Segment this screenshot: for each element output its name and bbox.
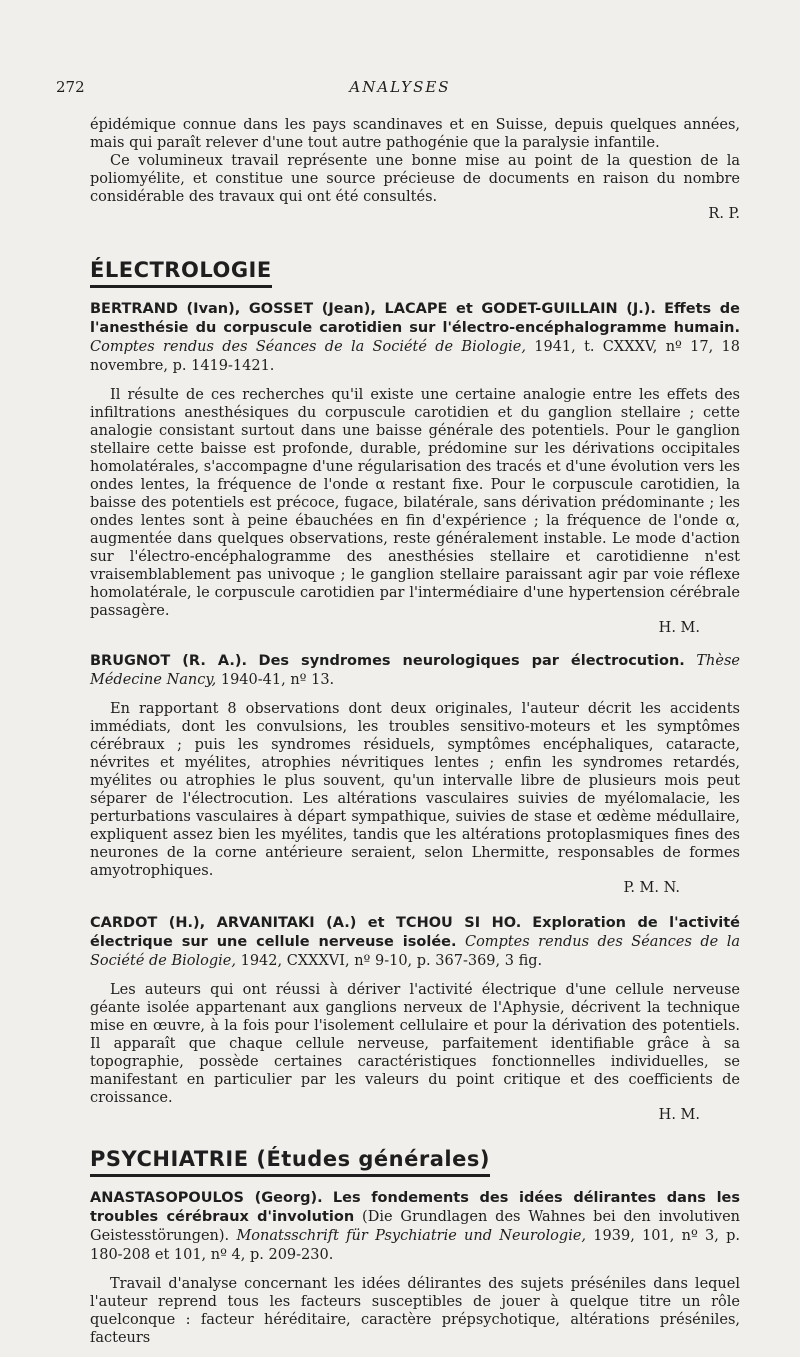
entry4-authors: ANASTASOPOULOS (Georg).: [90, 1190, 323, 1206]
entry1-authors: BERTRAND (Ivan), GOSSET (Jean), LACAPE et GODET-GUILLAIN (J.).: [90, 301, 656, 317]
top-paragraph-1: épidémique connue dans les pays scandinaves et en Suisse, depuis quelques années, mais qui paraît relever d'une tout autre pathogénie que la paralysie infantile.: [90, 117, 740, 151]
entry2-header: [90, 652, 740, 690]
entry2-ref: 1940-41, nº 13.: [220, 672, 335, 688]
entry3-header: [90, 914, 740, 971]
entry3-body: Les auteurs qui ont réussi à dériver l'activité électrique d'une cellule nerveuse géante isolée appartenant aux ganglions nerveux de l'Aphysie, décrivent la technique mise en œuvre, à la fois pour l'isolement cellulaire et pour la dérivation des potentiels. Il apparaît que chaque cellule nerveuse, parfaitement identifiable grâce à sa topographie, possède certaines caractéristiques fonctionnelles individuelles, se manifestant en particulier par les valeurs du point critique et des coefficients de croissance.: [90, 982, 740, 1106]
entry3-ref: 1942, CXXXVI, nº 9-10, p. 367-369, 3 fig.: [240, 953, 543, 969]
entry4-header: [90, 1189, 740, 1265]
running-title: ANALYSES: [349, 78, 451, 96]
entry1-header: [90, 300, 740, 376]
page-number: 272: [56, 78, 85, 96]
entry1-initials: H. M.: [658, 620, 700, 636]
entry4-subject: Les fondements des idées délirantes dans les troubles cérébraux d'involution: [90, 1190, 741, 1225]
running-head: [56, 78, 744, 100]
section-psychiatrie: [90, 1147, 490, 1177]
entry2-subject: Des syndromes neurologiques par électrocution.: [258, 653, 685, 669]
entry3-journal: Comptes rendus des Séances de la Société de Biologie,: [90, 934, 740, 969]
top-initials: R. P.: [708, 206, 740, 222]
entry4-journal: Monatsschrift für Psychiatrie und Neurologie,: [236, 1228, 587, 1244]
content: [90, 116, 740, 1347]
entry4-plain: (Die Grundlagen des Wahnes bei den involutiven Geistesstörungen).: [90, 1209, 741, 1244]
entry1-body: Il résulte de ces recherches qu'il existe une certaine analogie entre les effets des infiltrations anesthésiques du corpuscule carotidien et du ganglion stellaire ; cette analogie consistant surtout dans une baisse générale des potentiels. Pour le ganglion stellaire cette baisse est profonde, durable, prédomine sur les dérivations occipitales homolatérales, s'accompagne d'une régularisation des tracés et d'une évolution vers les ondes lentes, la fréquence de l'onde α restant fixe. Pour le corpuscule carotidien, la baisse des potentiels est précoce, fugace, bilatérale, sans dérivation prédominante ; les ondes lentes sont à peine ébauchées en fin d'expérience ; la fréquence de l'onde α, augmentée dans quelques observations, reste généralement instable. Le mode d'action sur l'électro-encéphalogramme des anesthésies stellaire et carotidienne n'est vraisemblablement pas univoque ; le ganglion stellaire paraissant agir par voie réflexe homolatérale, le corpuscule carotidien par l'intermédiaire d'une hypertension cérébrale passagère.: [90, 387, 740, 619]
top-paragraph-2: Ce volumineux travail représente une bonne mise au point de la question de la poliomyélite, et constitue une source précieuse de documents en raison du nombre considérable des travaux qui ont été consultés.: [90, 153, 740, 205]
section-title-electrologie: ÉLECTROLOGIE: [90, 258, 272, 282]
section-rule: [90, 285, 272, 288]
entry1-subject: Effets de l'anesthésie du corpuscule carotidien sur l'électro-encéphalogramme humain.: [90, 301, 740, 336]
entry1-journal: Comptes rendus des Séances de la Société de Biologie,: [90, 339, 526, 355]
section-title-psychiatrie: PSYCHIATRIE (Études générales): [90, 1147, 490, 1171]
entry2-initials: P. M. N.: [623, 880, 680, 896]
entry2-authors: BRUGNOT (R. A.).: [90, 653, 247, 669]
entry1-ref: 1941, t. CXXXV, nº 17, 18 novembre, p. 1419-1421.: [90, 339, 741, 374]
section-electrologie: [90, 258, 272, 288]
entry3-authors: CARDOT (H.), ARVANITAKI (A.) et TCHOU SI HO.: [90, 915, 522, 931]
entry3-subject: Exploration de l'activité électrique sur une cellule nerveuse isolée.: [90, 915, 741, 950]
section-rule-2: [90, 1174, 490, 1177]
entry2-journal: Thèse Médecine Nancy,: [90, 653, 741, 688]
entry3-initials: H. M.: [658, 1107, 700, 1123]
entry2-body: En rapportant 8 observations dont deux originales, l'auteur décrit les accidents immédiats, dont les convulsions, les troubles sensitivo-moteurs et les symptômes cérébraux ; puis les syndromes résiduels, symptômes encéphaliques, cataracte, névrites et myélites, atrophies névritiques lentes ; enfin les syndromes retardés, myélites ou atrophies le plus souvent, qu'un intervalle libre de plusieurs mois peut séparer de l'électrocution. Les altérations vasculaires suivies de myélomalacie, les perturbations vasculaires à départ sympathique, suivies de stase et œdème médullaire, expliquent assez bien les myélites, tandis que les altérations protoplasmiques fines des neurones de la corne antérieure seraient, selon Lhermitte, responsables de formes amyotrophiques.: [90, 701, 740, 879]
entry4-ref: 1939, 101, nº 3, p. 180-208 et 101, nº 4, p. 209-230.: [90, 1228, 741, 1263]
entry4-body: Travail d'analyse concernant les idées délirantes des sujets préséniles dans lequel l'auteur reprend tous les facteurs susceptibles de jouer à quelque titre un rôle quelconque : facteur héréditaire, caractère prépsychotique, altérations préséniles, facteurs: [90, 1276, 740, 1346]
